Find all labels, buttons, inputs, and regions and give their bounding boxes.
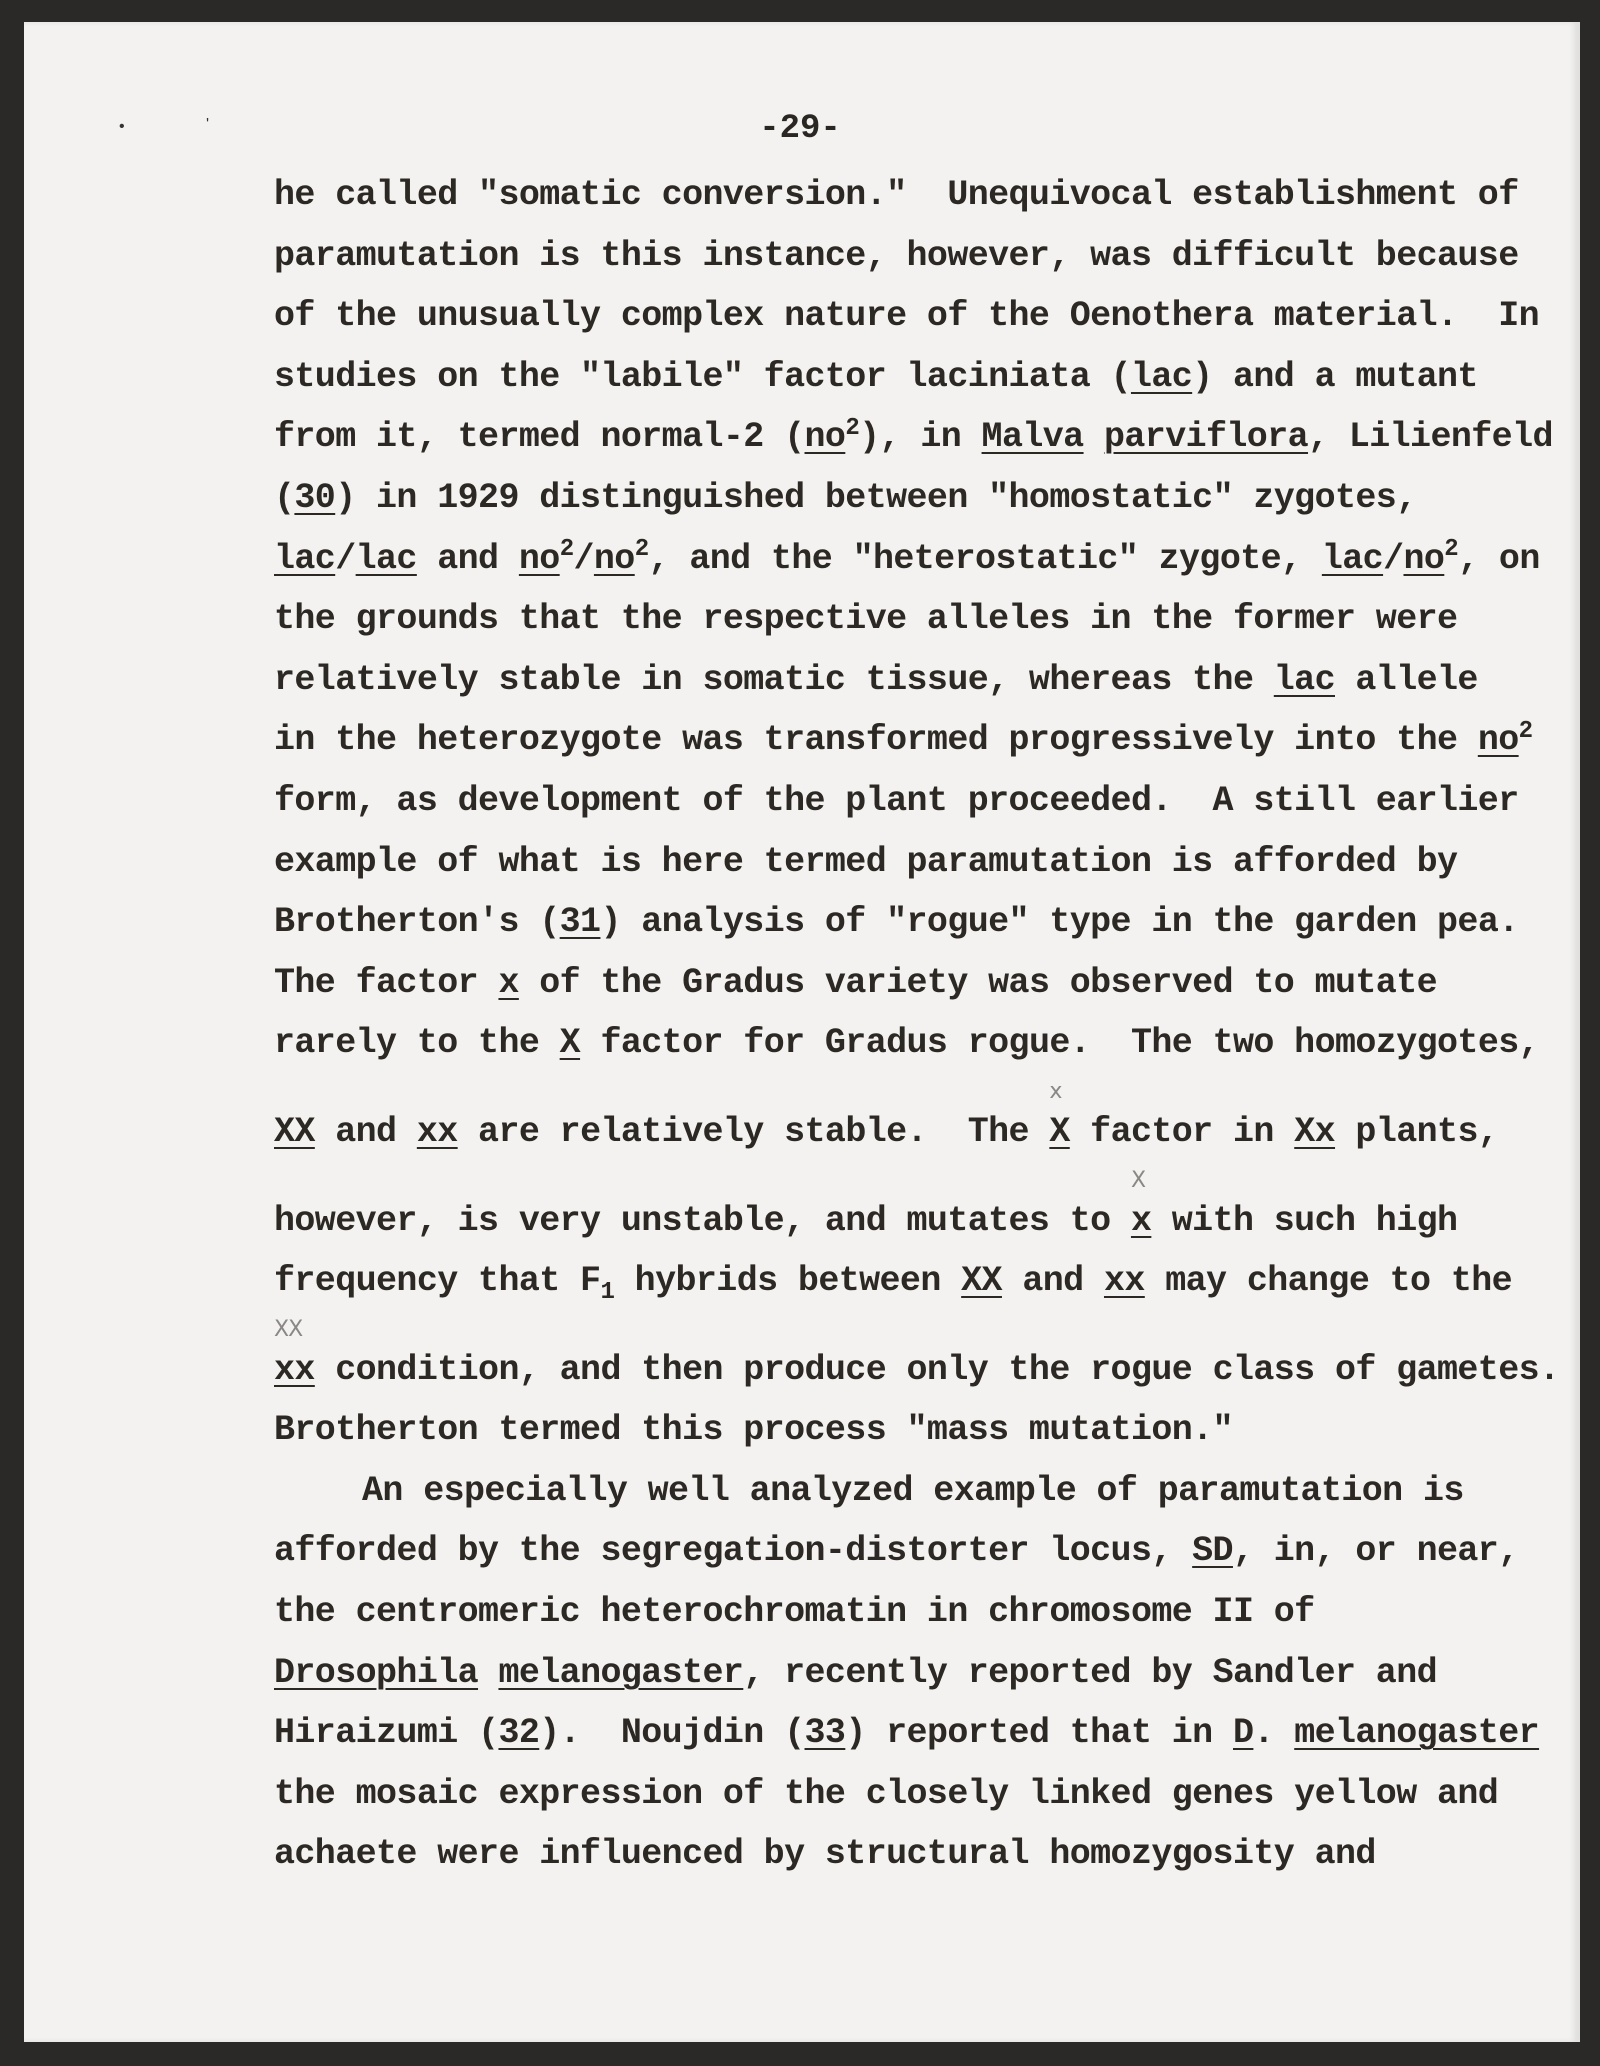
text-line: [274, 710, 1574, 771]
text-segment: [335, 539, 355, 579]
text-segment: [1192, 357, 1478, 397]
text-line: [274, 1013, 1574, 1074]
segment-text: Brotherton's (: [274, 902, 560, 943]
text-line: [274, 1163, 1574, 1252]
segment-text: are relatively stable. The: [457, 1111, 1050, 1152]
segment-text: no: [1477, 720, 1519, 761]
text-segment: [315, 1350, 1560, 1390]
text-segment: [274, 963, 498, 1003]
underlined-term: [1104, 1261, 1145, 1301]
text-line: [274, 226, 1574, 287]
segment-text: ) in 1929 distinguished between "homostatic" zygotes,: [335, 477, 1417, 518]
text-segment: [274, 1023, 560, 1063]
segment-text: /: [335, 538, 356, 579]
underlined-term: [594, 539, 635, 579]
underlined-term: [982, 417, 1084, 457]
segment-text: xx: [1103, 1261, 1145, 1302]
segment-text: achaete were influenced by structural homozygosity and: [274, 1834, 1376, 1875]
text-segment: [458, 1112, 1050, 1152]
segment-text: , and the "heterostatic" zygote,: [648, 538, 1322, 579]
text-segment: [274, 842, 1457, 882]
segment-text: from it, termed normal-2 (: [274, 417, 805, 458]
segment-text: xx: [274, 1349, 315, 1390]
segment-text: [478, 1653, 498, 1693]
text-segment: [274, 175, 1519, 215]
text-line: [274, 771, 1574, 832]
segment-text: lac: [1321, 538, 1384, 579]
segment-text: 2: [845, 414, 860, 442]
segment-text: no: [804, 417, 846, 458]
text-segment: [1383, 539, 1403, 579]
text-line: [274, 1074, 1574, 1163]
text-segment: [614, 1261, 961, 1301]
text-line: [274, 1521, 1574, 1582]
text-segment: [1145, 1261, 1512, 1301]
segment-text: with such high: [1151, 1200, 1458, 1241]
segment-text: however, is very unstable, and mutates to: [274, 1200, 1131, 1241]
segment-text: xx: [416, 1111, 458, 1152]
segment-text: ) reported that in: [845, 1713, 1233, 1754]
segment-text: SD: [1192, 1531, 1233, 1572]
text-segment: [1308, 417, 1553, 457]
segment-text: Xx: [1294, 1111, 1336, 1152]
segment-text: Hiraizumi (: [274, 1713, 499, 1754]
text-segment: [274, 296, 1539, 336]
segment-text: , Lilienfeld: [1308, 417, 1553, 458]
text-segment: [1458, 539, 1540, 579]
segment-text: melanogaster: [1294, 1713, 1540, 1754]
underlined-term: [274, 1316, 315, 1390]
text-segment: [1084, 417, 1104, 457]
segment-text: of the Gradus variety was observed to mutate: [518, 962, 1438, 1003]
text-segment: [274, 417, 805, 457]
underlined-term: [1049, 1078, 1070, 1152]
segment-text: 30: [294, 477, 336, 518]
underlined-term: [498, 1713, 539, 1753]
underlined-term: [1478, 720, 1519, 760]
text-line: [274, 892, 1574, 953]
underlined-term: [498, 963, 518, 1003]
text-line: [274, 1312, 1574, 1401]
underlined-term: [294, 478, 335, 518]
segment-text: may change to the: [1144, 1261, 1513, 1302]
segment-text: 33: [804, 1713, 846, 1754]
handwritten-correction: x: [1049, 1078, 1062, 1104]
margin-mark: ': [206, 116, 210, 133]
text-line: [274, 1251, 1574, 1312]
segment-text: x: [1130, 1200, 1152, 1241]
text-segment: [845, 1713, 1233, 1753]
segment-text: 1: [600, 1279, 615, 1307]
segment-text: allele: [1335, 659, 1478, 700]
segment-text: factor for Gradus rogue. The two homozygotes,: [580, 1023, 1540, 1064]
superscript: [845, 415, 859, 442]
segment-text: ) and a mutant: [1192, 356, 1478, 397]
superscript: [1444, 536, 1458, 563]
text-segment: [274, 236, 1519, 276]
underlined-term: [356, 539, 417, 579]
segment-text: 32: [498, 1713, 540, 1754]
text-line: [274, 1461, 1574, 1522]
text-segment: [743, 1653, 1437, 1693]
segment-text: melanogaster: [498, 1652, 744, 1693]
text-segment: [274, 478, 294, 518]
handwritten-correction: X: [1130, 1167, 1146, 1193]
segment-text: /: [1383, 538, 1404, 579]
segment-text: (: [274, 477, 295, 518]
text-segment: [417, 539, 519, 579]
segment-text: no: [593, 538, 635, 579]
segment-text: X: [1049, 1111, 1070, 1152]
underlined-term: [1192, 1531, 1233, 1571]
segment-text: , on: [1458, 538, 1540, 579]
segment-text: example of what is here termed paramutation is afforded by: [274, 841, 1458, 882]
segment-text: lac: [1130, 356, 1193, 397]
segment-text: 31: [559, 902, 601, 943]
text-segment: [274, 720, 1478, 760]
segment-text: Malva: [981, 417, 1084, 458]
text-segment: [274, 902, 560, 942]
text-line: [274, 1703, 1574, 1764]
underlined-term: [1274, 660, 1335, 700]
segment-text: The factor: [274, 962, 499, 1003]
underlined-term: [1403, 539, 1444, 579]
underlined-term: [1131, 357, 1192, 397]
page-number: -29-: [759, 110, 841, 148]
superscript: [1519, 718, 1533, 745]
text-line: [274, 468, 1574, 529]
segment-text: , in, or near,: [1232, 1531, 1519, 1572]
underlined-term: [805, 1713, 846, 1753]
text-segment: [574, 539, 594, 579]
text-line: [274, 832, 1574, 893]
segment-text: ). Noujdin (: [539, 1713, 805, 1754]
segment-text: condition, and then produce only the rogue class of gametes.: [314, 1349, 1560, 1390]
underlined-term: [560, 1023, 580, 1063]
segment-text: of the unusually complex nature of the Oenothera material. In: [274, 296, 1540, 337]
segment-text: lac: [1273, 659, 1335, 700]
underlined-term: [1130, 1167, 1152, 1241]
text-line: [274, 953, 1574, 1014]
segment-text: studies on the "labile" factor laciniata (: [274, 356, 1131, 397]
text-line: [274, 650, 1574, 711]
segment-text: parviflora: [1103, 417, 1309, 458]
text-segment: [1233, 1531, 1519, 1571]
underlined-term: [417, 1112, 458, 1152]
text-segment: [315, 1112, 417, 1152]
segment-text: and: [314, 1111, 417, 1152]
segment-text: X: [559, 1023, 581, 1064]
text-line: [274, 407, 1574, 468]
typed-body-text: [274, 165, 1574, 1885]
underlined-term: [274, 1653, 478, 1693]
text-segment: [1151, 1201, 1457, 1241]
text-line: [274, 1824, 1574, 1885]
superscript: [635, 536, 649, 563]
segment-text: x: [498, 962, 519, 1003]
text-segment: [859, 417, 981, 457]
segment-text: the grounds that the respective alleles in the former were: [274, 599, 1458, 640]
segment-text: relatively stable in somatic tissue, whereas the: [274, 659, 1274, 700]
text-segment: [1070, 1112, 1294, 1152]
underlined-term: [274, 1112, 315, 1152]
text-segment: [274, 781, 1519, 821]
segment-text: hybrids between: [614, 1261, 962, 1302]
segment-text: lac: [355, 538, 417, 579]
underlined-term: [498, 1653, 743, 1693]
text-segment: [274, 660, 1274, 700]
segment-text: the mosaic expression of the closely linked genes yellow and: [274, 1773, 1499, 1814]
text-segment: [274, 1774, 1498, 1814]
underlined-term: [1104, 417, 1308, 457]
underlined-term: [961, 1261, 1002, 1301]
underlined-term: [1294, 1112, 1335, 1152]
text-line: [274, 347, 1574, 408]
text-line: [274, 1764, 1574, 1825]
handwritten-correction: XX: [274, 1316, 303, 1342]
text-segment: [274, 1713, 498, 1753]
segment-text: lac: [274, 538, 336, 579]
segment-text: Drosophila: [274, 1652, 479, 1693]
segment-text: , recently reported by Sandler and: [743, 1652, 1438, 1693]
segment-text: rarely to the: [274, 1023, 560, 1064]
text-segment: [274, 357, 1131, 397]
segment-text: paramutation is this instance, however, was difficult because: [274, 235, 1519, 276]
segment-text: he called "somatic conversion." Unequivocal establishment of: [274, 175, 1519, 215]
text-segment: [539, 1713, 804, 1753]
text-line: [274, 529, 1574, 590]
text-segment: [274, 1834, 1376, 1874]
text-line: [274, 589, 1574, 650]
text-segment: [1335, 1112, 1498, 1152]
text-segment: [1253, 1713, 1294, 1753]
segment-text: in the heterozygote was transformed progressively into the: [274, 720, 1478, 761]
text-segment: [362, 1471, 1464, 1511]
text-segment: [274, 1592, 1315, 1632]
text-segment: [580, 1023, 1539, 1063]
segment-text: 2: [634, 535, 649, 563]
underlined-term: [1294, 1713, 1539, 1753]
segment-text: no: [518, 538, 560, 579]
segment-text: XX: [961, 1261, 1002, 1302]
text-segment: [1335, 660, 1478, 700]
segment-text: frequency that F: [274, 1261, 601, 1302]
segment-text: XX: [274, 1111, 315, 1152]
segment-text: Brotherton termed this process "mass mutation.": [274, 1410, 1233, 1451]
text-line: [274, 165, 1574, 226]
text-segment: [335, 478, 1416, 518]
segment-text: 2: [1444, 535, 1459, 563]
underlined-term: [1322, 539, 1383, 579]
segment-text: [1084, 417, 1104, 457]
segment-text: ), in: [859, 417, 982, 458]
margin-mark: •: [119, 118, 125, 135]
segment-text: form, as development of the plant proceeded. A still earlier: [274, 780, 1519, 821]
segment-text: ) analysis of "rogue" type in the garden pea.: [600, 902, 1519, 943]
text-segment: [1002, 1261, 1104, 1301]
underlined-term: [805, 417, 846, 457]
segment-text: no: [1403, 538, 1445, 579]
segment-text: D: [1233, 1713, 1254, 1754]
text-line: [274, 1400, 1574, 1461]
segment-text: the centromeric heterochromatin in chromosome II of: [274, 1592, 1315, 1633]
text-line: [274, 1582, 1574, 1643]
text-segment: [274, 1261, 600, 1301]
text-segment: [600, 902, 1518, 942]
text-segment: [274, 1410, 1233, 1450]
superscript: [560, 536, 574, 563]
segment-text: factor in: [1069, 1111, 1295, 1152]
text-segment: [274, 1531, 1192, 1571]
text-segment: [274, 1201, 1131, 1241]
segment-text: 2: [1518, 717, 1533, 745]
segment-text: plants,: [1335, 1111, 1499, 1152]
segment-text: An especially well analyzed example of paramutation is: [362, 1470, 1464, 1511]
text-segment: [274, 599, 1457, 639]
underlined-term: [1233, 1713, 1253, 1753]
underlined-term: [274, 539, 335, 579]
underlined-term: [560, 902, 601, 942]
segment-text: .: [1253, 1713, 1295, 1754]
underlined-term: [519, 539, 560, 579]
text-segment: [519, 963, 1437, 1003]
segment-text: and: [416, 538, 519, 579]
text-line: [274, 1643, 1574, 1704]
text-line: [274, 286, 1574, 347]
segment-text: and: [1001, 1261, 1104, 1302]
text-segment: [478, 1653, 498, 1693]
subscript: [600, 1279, 614, 1306]
segment-text: afforded by the segregation-distorter locus,: [274, 1531, 1193, 1572]
segment-text: /: [573, 538, 594, 579]
segment-text: 2: [559, 535, 574, 563]
text-segment: [649, 539, 1322, 579]
